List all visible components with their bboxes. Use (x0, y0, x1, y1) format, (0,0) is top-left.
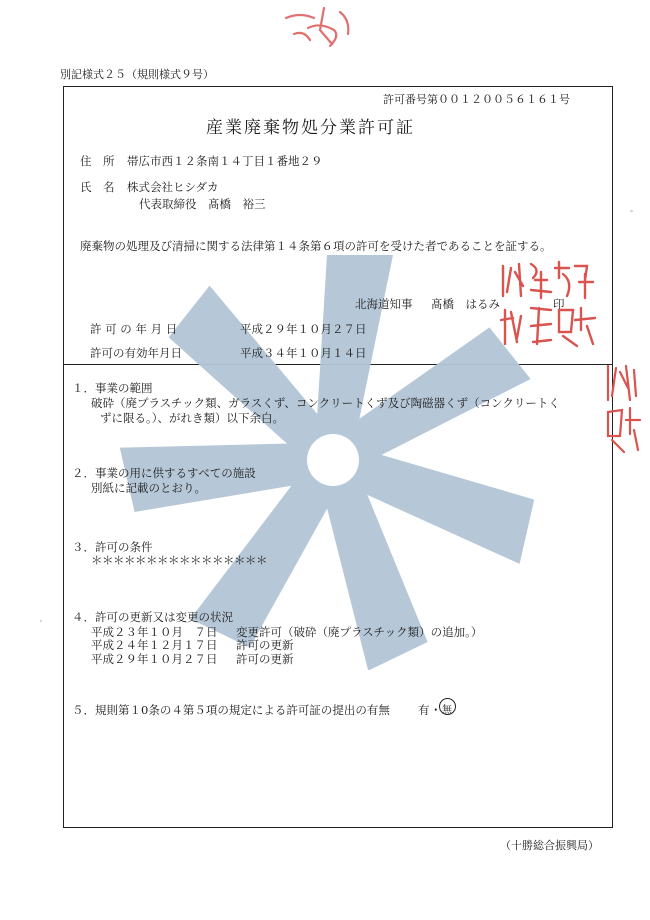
permit-date-value: 平成２９年１０月２７日 (240, 322, 367, 336)
renewals-heading: ４．許可の更新又は変更の状況 (72, 610, 233, 624)
valid-until-label: 許可の有効年月日 (90, 346, 182, 360)
seal-mark: 印 (553, 297, 565, 311)
valid-until-value: 平成３４年１０月１４日 (240, 346, 367, 360)
scope-line-2: ずに限る。）、がれき類）以下余白。 (100, 411, 284, 425)
certification-text: 廃棄物の処理及び清掃に関する法律第１４条第６項の許可を受けた者であることを証する。 (80, 239, 552, 253)
governor-name: 髙橋 はるみ (431, 297, 500, 311)
form-label: 別記様式２５（規則様式９号） (60, 68, 214, 81)
scope-heading: １．事業の範囲 (72, 381, 153, 395)
address-value: 帯広市西１２条南１４丁目１番地２９ (127, 154, 323, 168)
name-label: 氏 名 (80, 180, 115, 194)
conditions-line-1: ＊＊＊＊＊＊＊＊＊＊＊＊＊＊＊＊ (91, 553, 267, 567)
facilities-heading: ２．事業の用に供するすべての施設 (72, 466, 256, 480)
renewal-date-3: 平成２９年１０月２７日 (91, 652, 218, 666)
governor-seal-stamp (497, 256, 601, 352)
certificate-title: 産業廃棄物処分業許可証 (206, 118, 415, 138)
permit-date-label: 許 可 の 年 月 日 (90, 322, 178, 336)
conditions-heading: ３．許可の条件 (72, 540, 153, 554)
renewal-date-2: 平成２４年１２月１７日 (91, 638, 218, 652)
renewal-desc-2: 許可の更新 (236, 638, 294, 652)
top-seal-stamp (280, 0, 360, 52)
submission-no: 無 (442, 705, 452, 716)
renewal-desc-1: 変更許可（破砕（廃プラスチック類）の追加。） (236, 625, 483, 639)
submission-separator: ・ (430, 703, 442, 717)
issuing-office: （十勝総合振興局） (500, 839, 599, 852)
renewal-desc-3: 許可の更新 (236, 652, 294, 666)
address-label: 住 所 (80, 154, 115, 168)
representative-name: 代表取締役 髙橋 裕三 (139, 197, 266, 211)
facilities-line-1: 別紙に記載のとおり。 (91, 481, 206, 495)
renewal-date-1: 平成２３年１０月 ７日 (91, 625, 218, 639)
scope-line-1: 破砕（廃プラスチック類、ガラスくず、コンクリートくず及び陶磁器くず（コンクリートく (91, 396, 560, 410)
scan-speck (40, 620, 42, 622)
submission-yes: 有 (418, 703, 430, 717)
submission-heading: ５．規則第１0条の４第５項の規定による許可証の提出の有無 (72, 703, 390, 717)
scan-speck (630, 210, 633, 212)
company-name: 株式会社ヒシダカ (127, 180, 219, 194)
governor-title: 北海道知事 (355, 297, 413, 311)
permit-number: 許可番号第００１２００５６１６１号 (383, 93, 570, 106)
margin-seal-stamp (602, 360, 644, 460)
